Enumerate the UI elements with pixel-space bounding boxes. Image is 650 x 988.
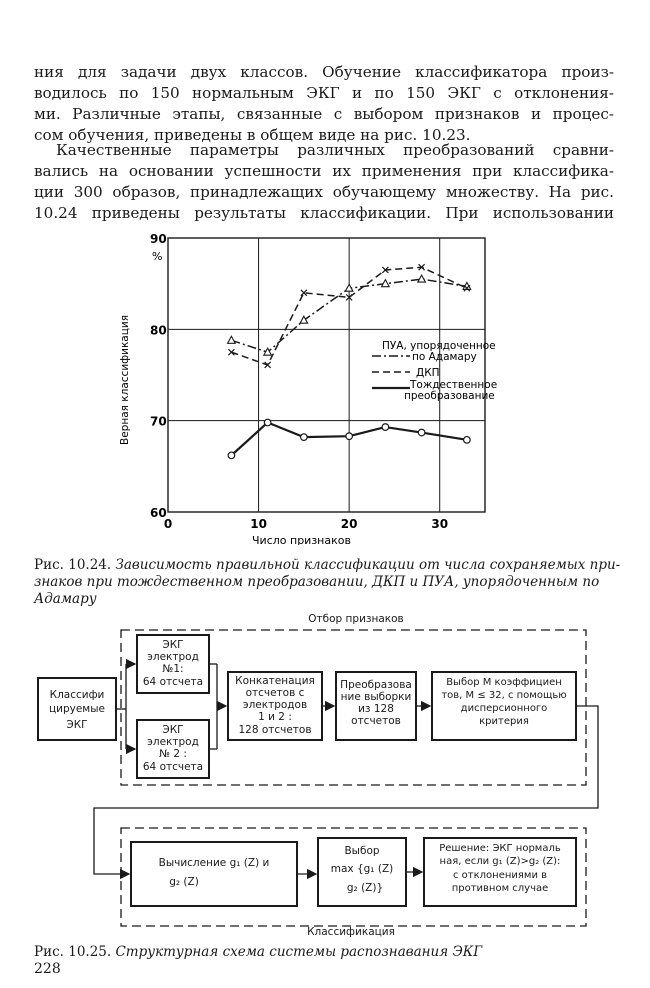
legend-label-identity-2: преобразование bbox=[404, 390, 495, 402]
y-tick-label: 80 bbox=[150, 323, 167, 338]
ekg2-text: электрод bbox=[147, 736, 199, 748]
ekg1-text: 64 отсчета bbox=[142, 676, 204, 688]
y-axis-label: Верная классификация bbox=[119, 314, 131, 446]
compute-text: Вычисление g₁ (Z) и bbox=[158, 857, 270, 869]
ekg2-text: 64 отсчета bbox=[142, 761, 204, 773]
compute-g-block bbox=[131, 842, 297, 906]
text-line: ми. Различные этапы, связанные с выбором признаков и процес- bbox=[34, 105, 614, 123]
text-line: 10.24 приведены результаты классификации. При использовании bbox=[34, 204, 614, 222]
concat-text: 1 и 2 : bbox=[258, 711, 292, 723]
caption-line bbox=[34, 557, 621, 574]
ekg1-text: электрод bbox=[147, 651, 199, 663]
x-tick-label: 30 bbox=[431, 517, 449, 531]
legend-label-identity-1: Тождественное bbox=[410, 379, 498, 391]
caption-line: Адамару bbox=[34, 591, 97, 607]
concat-text: электродов bbox=[242, 699, 308, 711]
page-number: 228 bbox=[34, 961, 61, 977]
ekg1-text: ЭКГ bbox=[162, 639, 184, 651]
concat-text: Конкатенация bbox=[235, 675, 315, 687]
select-text: тов, М ≤ 32, с помощью bbox=[441, 690, 567, 701]
transform-text: Преобразова bbox=[340, 679, 412, 691]
ekg2-text: ЭКГ bbox=[162, 724, 184, 736]
caption-line: знаков при тождественном преобразовании, ДКП и ПУА, упорядоченным по bbox=[34, 574, 600, 590]
caption-label: Рис. 10.24. bbox=[34, 557, 112, 573]
compute-text: g₂ (Z) bbox=[169, 876, 199, 888]
data-point bbox=[382, 424, 389, 431]
x-tick-label: 10 bbox=[250, 517, 267, 531]
data-point bbox=[300, 316, 308, 323]
input-ekg-text: Классифи bbox=[49, 689, 105, 701]
transform-text: ние выборки bbox=[340, 691, 412, 703]
text-line: ции 300 образов, принадлежащих обучающему множеству. На рис. bbox=[34, 183, 614, 201]
max-text: Выбор bbox=[344, 845, 380, 857]
text-line: вались на основании успешности их применения при классифика- bbox=[34, 162, 614, 180]
text-line: Качественные параметры различных преобразований сравни- bbox=[56, 141, 614, 159]
ekg1-text: №1: bbox=[162, 663, 184, 675]
decision-text: ная, если g₁ (Z)>g₂ (Z): bbox=[439, 856, 561, 867]
data-point bbox=[418, 275, 426, 282]
max-text: g₂ (Z)} bbox=[346, 882, 384, 894]
data-point bbox=[418, 429, 425, 436]
ekg2-text: № 2 : bbox=[159, 748, 187, 760]
decision-text: с отклонениями в bbox=[452, 870, 548, 881]
concat-text: отсчетов с bbox=[245, 687, 305, 699]
text-line: сом обучения, приведены в общем виде на рис. 10.23. bbox=[34, 126, 471, 144]
data-point bbox=[464, 437, 471, 444]
figure-10-25-caption bbox=[34, 944, 614, 961]
max-text: max {g₁ (Z) bbox=[330, 863, 394, 875]
caption-line bbox=[34, 944, 614, 961]
data-point bbox=[382, 280, 390, 287]
figure-10-24-caption bbox=[34, 557, 621, 608]
figure-10-25-diagram bbox=[0, 605, 650, 945]
legend-label-pua-2: по Адамару bbox=[412, 351, 477, 363]
select-text: критерия bbox=[479, 716, 529, 727]
decision-text: Решение: ЭКГ нормаль bbox=[439, 843, 561, 854]
data-point bbox=[228, 452, 235, 459]
input-ekg-text: цируемые bbox=[49, 703, 105, 715]
y-tick-label: 90 bbox=[150, 232, 167, 246]
concat-text: 128 отсчетов bbox=[238, 724, 312, 736]
legend-label-pua-1: ПУА, упорядоченное bbox=[382, 340, 496, 352]
legend-label-dkp: ДКП bbox=[416, 367, 440, 379]
select-text: Выбор М коэффициен bbox=[446, 677, 562, 688]
classification-label: Классификация bbox=[307, 926, 395, 938]
data-point bbox=[264, 419, 271, 426]
transform-text: из 128 bbox=[358, 703, 394, 715]
y-tick-label: 70 bbox=[150, 414, 167, 429]
y-tick-label: 60 bbox=[150, 506, 167, 520]
decision-text: противном случае bbox=[451, 883, 549, 894]
caption-label: Рис. 10.25. bbox=[34, 944, 112, 960]
chart-legend bbox=[372, 340, 497, 402]
select-text: дисперсионного bbox=[460, 703, 548, 714]
input-ekg-text: ЭКГ bbox=[66, 719, 88, 731]
caption-text: Структурная схема системы распознавания ЭКГ bbox=[115, 944, 483, 960]
text-line: ния для задачи двух классов. Обучение классификатора произ- bbox=[34, 63, 614, 81]
data-point bbox=[346, 433, 353, 440]
y-unit-label: % bbox=[152, 250, 163, 263]
transform-text: отсчетов bbox=[351, 715, 401, 727]
caption-text: Зависимость правильной классификации от числа сохраняемых при- bbox=[115, 557, 621, 573]
x-axis-label: Число признаков bbox=[252, 534, 351, 545]
text-line: водилось по 150 нормальным ЭКГ и по 150 ЭКГ с отклонения- bbox=[34, 84, 614, 102]
x-tick-label: 20 bbox=[340, 517, 358, 531]
feature-selection-label: Отбор признаков bbox=[308, 613, 404, 625]
data-point bbox=[301, 434, 308, 441]
data-point bbox=[228, 336, 236, 343]
x-tick-label: 0 bbox=[163, 517, 173, 531]
